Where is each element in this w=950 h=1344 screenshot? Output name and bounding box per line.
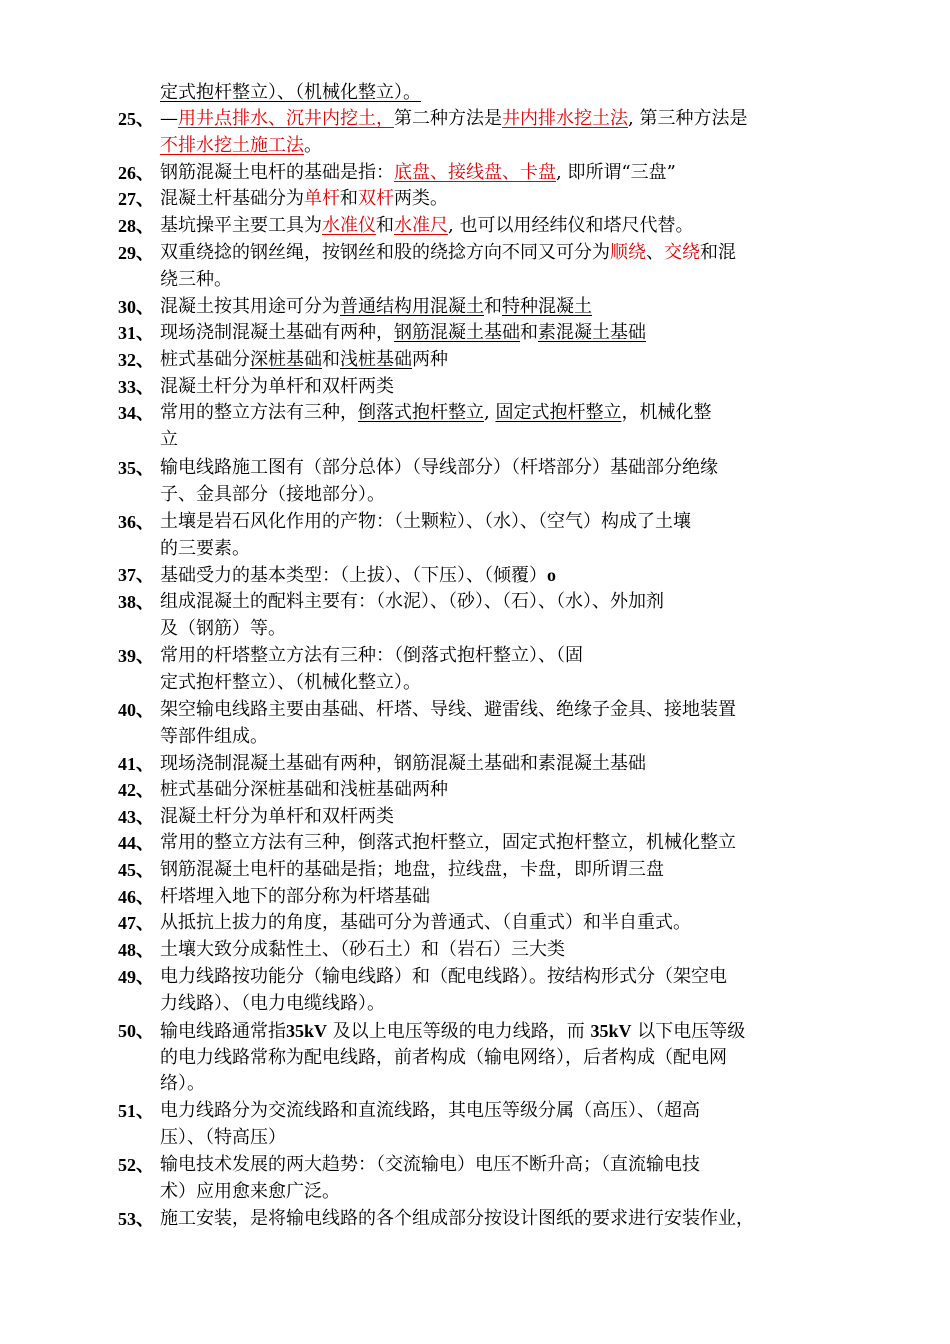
item-text-line <box>160 482 385 508</box>
item-text-line <box>160 1045 727 1071</box>
text-segment: 绕三种。 <box>160 268 232 290</box>
text-segment: 的三要素。 <box>160 537 250 559</box>
item-number: 32、 <box>118 350 154 370</box>
text-segment: o <box>547 565 556 585</box>
answer-text: 顺绕 <box>610 242 646 263</box>
item-text-line <box>160 724 268 750</box>
text-segment: , 第三种方法是 <box>628 108 748 129</box>
answer-text: 井内排水挖土法 <box>502 108 628 129</box>
text-segment: 土壤是岩石风化作用的产物：（土颗粒）、（水）、（空气）构成了土壤 <box>160 511 691 532</box>
item-text-line <box>160 509 691 535</box>
item-number: 48、 <box>118 940 154 960</box>
text-segment: 的电力线路常称为配电线路，前者构成（输电网络），后者构成（配电网 <box>160 1046 727 1068</box>
item-number: 33、 <box>118 377 154 397</box>
item-number: 35、 <box>118 458 154 478</box>
item-text-line <box>160 186 448 212</box>
item-number: 51、 <box>118 1101 154 1121</box>
item-text-line <box>160 616 286 642</box>
text-segment: 土壤大致分成黏性土、（砂石土）和（岩石）三大类 <box>160 939 565 960</box>
text-segment: 两种 <box>412 349 448 370</box>
text-segment: 。 <box>304 134 322 156</box>
item-text-line <box>160 455 718 481</box>
item-number: 38、 <box>118 592 154 612</box>
item-text-line <box>160 133 322 159</box>
item-number: 44、 <box>118 833 154 853</box>
text-segment: 和 <box>322 349 340 370</box>
answer-text: 单杆 <box>304 188 340 209</box>
item-text-line <box>160 643 583 669</box>
item-text-line <box>160 1179 340 1205</box>
item-text-line <box>160 347 448 373</box>
item-text-line <box>160 991 385 1017</box>
text-segment: 常用的整立方法有三种，倒落式抱杆整立，固定式抱杆整立，机械化整立 <box>160 832 736 853</box>
item-number: 45、 <box>118 860 154 880</box>
answer-text: 不排水挖土施工法 <box>160 134 304 156</box>
item-text-line <box>160 964 727 990</box>
text-segment: ，机械化整 <box>621 402 712 423</box>
item-number: 50、 <box>118 1021 154 1041</box>
text-segment: 架空输电线路主要由基础、杆塔、导线、避雷线、绝缘子金具、接地装置 <box>160 699 736 720</box>
item-text-line <box>160 267 232 293</box>
text-segment: 35kV <box>590 1021 632 1041</box>
text-segment: 电力线路按功能分（输电线路）和（配电线路）。按结构形式分（架空电 <box>160 966 727 987</box>
text-segment: 等部件组成。 <box>160 725 268 747</box>
text-segment: 混凝土杆分为单杆和双杆两类 <box>160 376 394 397</box>
text-segment: 双重绕捻的钢丝绳，按钢丝和股的绕捻方向不同又可分为 <box>160 242 610 263</box>
answer-text: 用井点排水、沉井内挖土， <box>178 108 394 129</box>
text-segment: 施工安装，是将输电线路的各个组成部分按设计图纸的要求进行安装作业， <box>160 1208 754 1229</box>
text-segment: 常用的整立方法有三种， <box>160 402 358 423</box>
item-text-line <box>160 777 448 803</box>
text-segment: 术）应用愈来愈广泛。 <box>160 1180 340 1202</box>
text-segment: 特种混凝土 <box>502 296 592 317</box>
text-segment: 电力线路分为交流线路和直流线路，其电压等级分属（高压）、（超高 <box>160 1100 700 1121</box>
text-segment: , <box>484 402 496 423</box>
text-segment: 现场浇制混凝土基础有两种，钢筋混凝土基础和素混凝土基础 <box>160 753 646 774</box>
item-text-line <box>160 536 250 562</box>
text-segment: 和 <box>484 296 502 317</box>
text-segment: 普通结构用混凝土 <box>340 296 484 317</box>
item-number: 36、 <box>118 512 154 532</box>
item-number: 49、 <box>118 967 154 987</box>
item-number: 30、 <box>118 297 154 317</box>
text-segment: 桩式基础分深桩基础和浅桩基础两种 <box>160 779 448 800</box>
text-segment: 基坑操平主要工具为 <box>160 215 322 236</box>
text-segment: 倒落式抱杆整立 <box>358 402 484 423</box>
answer-text: 水准仪 <box>322 215 376 236</box>
text-segment: 杆塔埋入地下的部分称为杆塔基础 <box>160 886 430 907</box>
item-text-line <box>160 1098 700 1124</box>
text-segment: 基础受力的基本类型：（上拔）、（下压）、（倾覆） <box>160 565 547 586</box>
text-segment: — <box>160 108 178 129</box>
item-number: 28、 <box>118 216 154 236</box>
text-segment: 和 <box>340 188 358 209</box>
text-segment: 定式抱杆整立）、（机械化整立）。 <box>160 671 421 693</box>
item-text-line <box>160 1152 700 1178</box>
item-number: 34、 <box>118 403 154 423</box>
text-segment: 和混 <box>700 242 736 263</box>
item-text-line <box>160 240 736 266</box>
item-text-line <box>160 830 736 856</box>
item-text-line <box>160 400 711 426</box>
text-segment: 立 <box>160 428 178 450</box>
text-segment: 素混凝土基础 <box>538 322 646 343</box>
text-segment: 及（钢筋）等。 <box>160 617 286 639</box>
text-segment: 及以上电压等级的电力线路，而 <box>327 1021 591 1042</box>
item-number: 41、 <box>118 754 154 774</box>
item-number: 27、 <box>118 189 154 209</box>
item-number: 46、 <box>118 887 154 907</box>
text-segment: 压）、（特高压） <box>160 1126 286 1148</box>
item-number: 39、 <box>118 646 154 666</box>
text-segment: 钢筋混凝土电杆的基础是指： <box>160 162 394 183</box>
text-segment: 现场浇制混凝土基础有两种， <box>160 322 394 343</box>
text-segment: 深桩基础 <box>250 349 322 370</box>
item-text-line <box>160 910 691 936</box>
text-segment: 输电线路施工图有（部分总体）（导线部分）（杆塔部分）基础部分绝缘 <box>160 457 718 478</box>
text-segment: 混凝土杆分为单杆和双杆两类 <box>160 806 394 827</box>
text-segment: 和 <box>376 215 394 236</box>
item-number: 37、 <box>118 565 154 585</box>
text-segment: 从抵抗上拔力的角度，基础可分为普通式、（自重式）和半自重式。 <box>160 912 691 933</box>
text-segment: 输电线路通常指 <box>160 1021 286 1042</box>
item-text-line <box>160 937 565 963</box>
item-text-line <box>160 80 421 106</box>
item-text-line <box>160 427 178 453</box>
text-segment: 钢筋混凝土基础 <box>394 322 520 343</box>
item-text-line <box>160 106 747 132</box>
item-text-line <box>160 1125 286 1151</box>
item-text-line <box>160 589 664 615</box>
item-text-line <box>160 1071 205 1097</box>
answer-text: 底盘、接线盘、卡盘 <box>394 162 556 183</box>
text-segment: 第二种方法是 <box>394 108 502 129</box>
item-text-line <box>160 160 676 186</box>
item-number: 42、 <box>118 780 154 800</box>
text-segment: 络）。 <box>160 1073 205 1095</box>
item-number: 26、 <box>118 163 154 183</box>
text-segment: 定式抱杆整立）、（机械化整立）。 <box>160 82 421 103</box>
item-number: 53、 <box>118 1209 154 1229</box>
item-text-line <box>160 804 394 830</box>
answer-text: 交绕 <box>664 242 700 263</box>
text-segment: 以下电压等级 <box>631 1021 746 1042</box>
item-text-line <box>160 1206 754 1232</box>
text-segment: 子、金具部分（接地部分）。 <box>160 483 385 505</box>
item-number: 52、 <box>118 1155 154 1175</box>
text-segment: 混凝土杆基础分为 <box>160 188 304 209</box>
item-text-line <box>160 751 646 777</box>
text-segment: 组成混凝土的配料主要有：（水泥）、（砂）、（石）、（水）、外加剂 <box>160 591 664 612</box>
text-segment: 、 <box>646 242 664 263</box>
answer-text: 双杆 <box>358 188 394 209</box>
item-text-line <box>160 1018 745 1044</box>
text-segment: 力线路）、（电力电缆线路）。 <box>160 992 385 1014</box>
item-text-line <box>160 697 736 723</box>
text-segment: , 即所谓“三盘” <box>556 162 676 183</box>
item-text-line <box>160 857 664 883</box>
item-number: 47、 <box>118 913 154 933</box>
item-number: 29、 <box>118 243 154 263</box>
item-text-line <box>160 670 421 696</box>
item-number: 25、 <box>118 109 154 129</box>
text-segment: 浅桩基础 <box>340 349 412 370</box>
text-segment: 钢筋混凝土电杆的基础是指；地盘，拉线盘，卡盘，即所谓三盘 <box>160 859 664 880</box>
item-text-line <box>160 213 693 239</box>
item-number: 31、 <box>118 323 154 343</box>
text-segment: 固定式抱杆整立 <box>495 402 622 423</box>
item-text-line <box>160 374 394 400</box>
answer-text: 水准尺 <box>394 215 448 236</box>
text-segment: 输电技术发展的两大趋势：（交流输电）电压不断升高；（直流输电技 <box>160 1154 700 1175</box>
item-text-line <box>160 320 646 346</box>
text-segment: 常用的杆塔整立方法有三种：（倒落式抱杆整立）、（固 <box>160 645 583 666</box>
item-number: 43、 <box>118 807 154 827</box>
text-segment: 35kV <box>286 1021 328 1041</box>
text-segment: 桩式基础分 <box>160 349 250 370</box>
text-segment: 和 <box>520 322 538 343</box>
text-segment: , 也可以用经纬仪和塔尺代替。 <box>448 215 694 236</box>
item-text-line <box>160 884 430 910</box>
text-segment: 混凝土按其用途可分为 <box>160 296 340 317</box>
item-text-line <box>160 562 556 588</box>
item-number: 40、 <box>118 700 154 720</box>
text-segment: 两类。 <box>394 188 448 209</box>
item-text-line <box>160 294 592 320</box>
